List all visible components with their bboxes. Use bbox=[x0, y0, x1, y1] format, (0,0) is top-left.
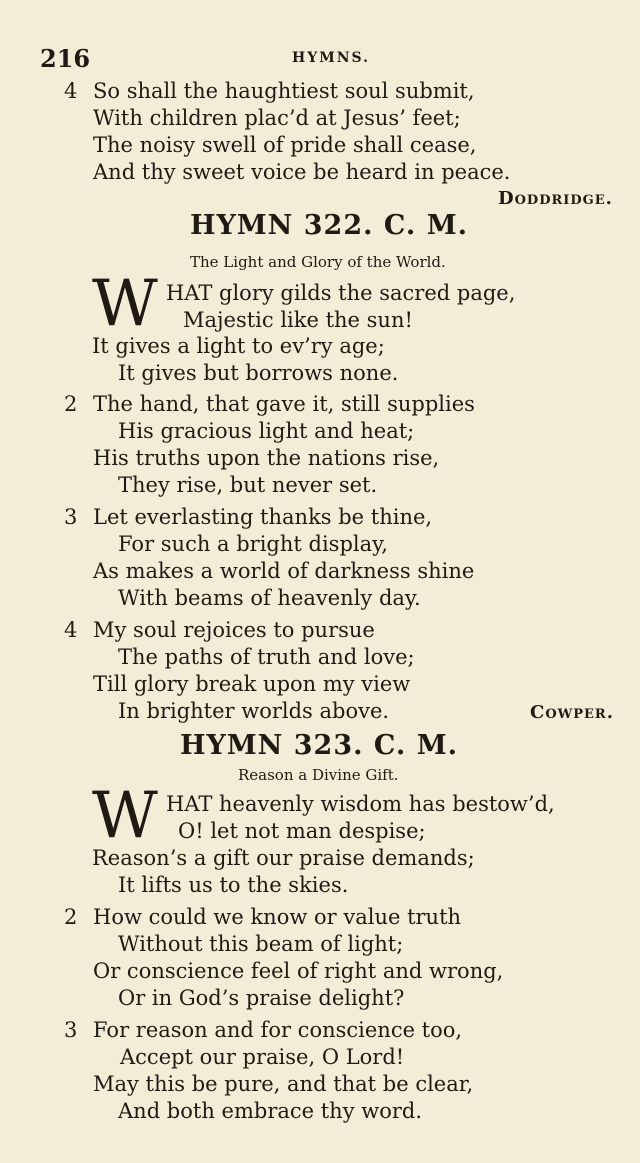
verse-line: Reason’s a gift our praise demands; bbox=[92, 846, 475, 870]
verse-line: Majestic like the sun! bbox=[183, 308, 413, 332]
verse-line: It gives a light to ev’ry age; bbox=[92, 334, 385, 358]
verse-line: His gracious light and heat; bbox=[118, 419, 415, 443]
verse-number: 4 bbox=[64, 618, 78, 642]
verse-line: My soul rejoices to pursue bbox=[93, 618, 375, 642]
verse-line: Or in God’s praise delight? bbox=[118, 986, 405, 1010]
page-number: 216 bbox=[40, 44, 91, 73]
verse-line: Till glory break upon my view bbox=[93, 672, 411, 696]
verse-line: As makes a world of darkness shine bbox=[93, 559, 475, 583]
verse-number: 2 bbox=[64, 392, 78, 416]
running-title: HYMNS. bbox=[292, 50, 371, 66]
verse-line: For reason and for conscience too, bbox=[93, 1018, 463, 1042]
verse-line: HAT glory gilds the sacred page, bbox=[166, 281, 516, 305]
verse-line: His truths upon the nations rise, bbox=[93, 446, 440, 470]
verse-line: Accept our praise, O Lord! bbox=[120, 1045, 405, 1069]
verse-number: 3 bbox=[64, 505, 78, 529]
verse-number: 2 bbox=[64, 905, 78, 929]
verse-line: And both embrace thy word. bbox=[118, 1099, 423, 1123]
verse-line: The hand, that gave it, still supplies bbox=[93, 392, 475, 416]
verse-line: In brighter worlds above. bbox=[118, 699, 390, 723]
hymn-subtitle: Reason a Divine Gift. bbox=[238, 766, 399, 784]
drop-cap: W bbox=[92, 267, 158, 341]
verse-line: So shall the haughtiest soul submit, bbox=[93, 79, 475, 103]
author-attribution: Cowper. bbox=[530, 702, 615, 723]
hymn-title: HYMN 322. C. M. bbox=[190, 210, 469, 241]
verse-line: O! let not man despise; bbox=[178, 819, 426, 843]
verse-number: 3 bbox=[64, 1018, 78, 1042]
hymn-title: HYMN 323. C. M. bbox=[180, 730, 459, 761]
verse-line: Without this beam of light; bbox=[118, 932, 404, 956]
verse-line: The paths of truth and love; bbox=[118, 645, 415, 669]
verse-line: And thy sweet voice be heard in peace. bbox=[93, 160, 511, 184]
verse-line: Let everlasting thanks be thine, bbox=[93, 505, 433, 529]
verse-line: It gives but borrows none. bbox=[118, 361, 399, 385]
verse-line: For such a bright display, bbox=[118, 532, 388, 556]
verse-line: The noisy swell of pride shall cease, bbox=[93, 133, 477, 157]
drop-cap: W bbox=[92, 779, 158, 853]
verse-number: 4 bbox=[64, 79, 78, 103]
hymn-subtitle: The Light and Glory of the World. bbox=[190, 253, 446, 271]
verse-line: Or conscience feel of right and wrong, bbox=[93, 959, 504, 983]
verse-line: May this be pure, and that be clear, bbox=[93, 1072, 474, 1096]
verse-line: It lifts us to the skies. bbox=[118, 873, 349, 897]
verse-line: With beams of heavenly day. bbox=[118, 586, 421, 610]
verse-line: With children plac’d at Jesus’ feet; bbox=[93, 106, 461, 130]
verse-line: HAT heavenly wisdom has bestow’d, bbox=[166, 792, 555, 816]
author-attribution: Doddridge. bbox=[498, 188, 613, 209]
verse-line: They rise, but never set. bbox=[118, 473, 378, 497]
verse-line: How could we know or value truth bbox=[93, 905, 462, 929]
